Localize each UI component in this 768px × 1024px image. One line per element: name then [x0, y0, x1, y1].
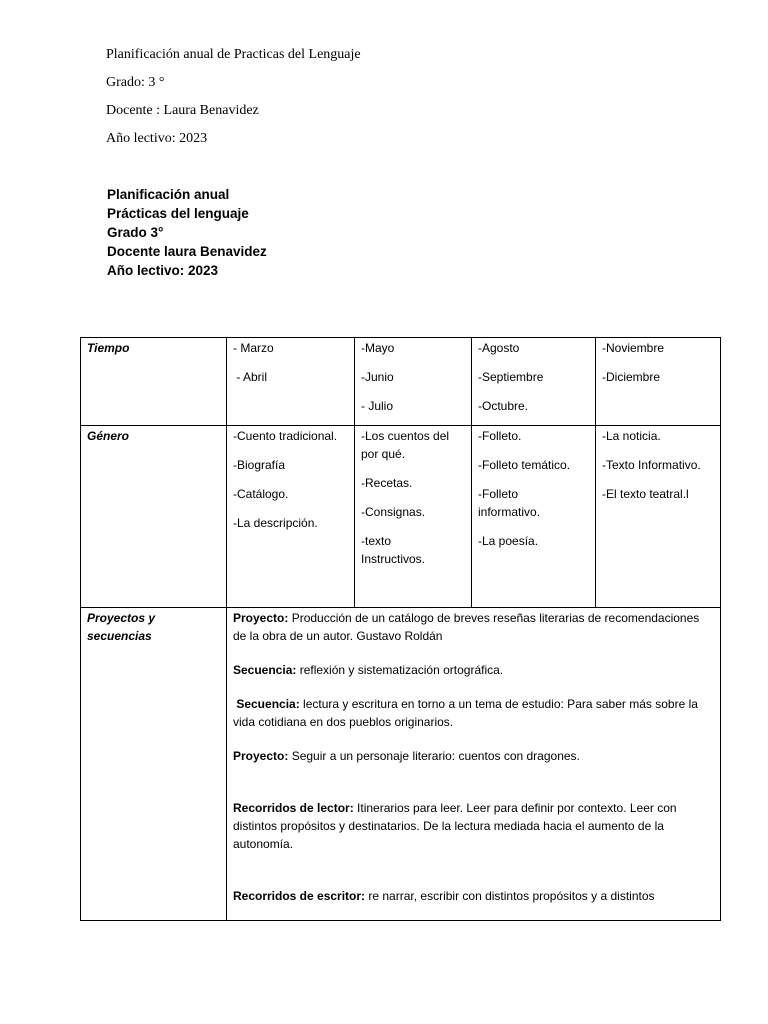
project-item — [233, 887, 714, 905]
cell-line: -Junio — [361, 370, 394, 384]
bold-subject: Prácticas del lenguaje — [107, 206, 249, 221]
table-cell — [227, 338, 355, 426]
table-cell — [355, 426, 472, 608]
cell-line: -La noticia. — [602, 429, 661, 443]
table-cell — [472, 338, 596, 426]
cell-line: -Texto Informativo. — [602, 458, 701, 472]
header-line-year: Año lectivo: 2023 — [106, 131, 208, 146]
cell-line: - Abril — [233, 370, 268, 384]
cell-line: -Septiembre — [478, 370, 544, 384]
cell-line: -Los cuentos del por qué. — [361, 429, 450, 461]
bold-grade: Grado 3° — [107, 225, 164, 240]
header-line-teacher: Docente : Laura Benavidez — [106, 103, 259, 118]
cell-line: -Folleto informativo. — [478, 487, 541, 519]
projects-cell — [227, 608, 721, 921]
table-cell — [596, 338, 721, 426]
project-item — [233, 661, 714, 679]
project-item — [233, 799, 714, 853]
cell-line: -Folleto. — [478, 429, 522, 443]
item-text: Producción de un catálogo de breves reseñas literarias de recomendaciones de la obra de un autor. Gustavo Roldán — [233, 611, 700, 643]
table-row-genero — [81, 426, 721, 608]
item-label: Recorridos de escritor: — [233, 889, 366, 903]
row-header-proyectos: Proyectos y secuencias — [81, 608, 227, 921]
cell-line: -Catálogo. — [233, 487, 289, 501]
cell-line: -Diciembre — [602, 370, 661, 384]
table-cell — [227, 426, 355, 608]
cell-line: -El texto teatral.l — [602, 487, 689, 501]
table-cell — [596, 426, 721, 608]
cell-line: -Recetas. — [361, 476, 413, 490]
cell-line: -Biografía — [233, 458, 286, 472]
project-item — [233, 609, 714, 645]
header-line-grade: Grado: 3 ° — [106, 75, 165, 90]
bold-title: Planificación anual — [107, 187, 230, 202]
cell-line: -Mayo — [361, 341, 395, 355]
project-item — [233, 695, 714, 731]
bold-teacher: Docente laura Benavidez — [107, 244, 267, 259]
item-text: reflexión y sistematización ortográfica. — [296, 663, 504, 677]
cell-line: -Noviembre — [602, 341, 665, 355]
cell-line: -La poesía. — [478, 534, 539, 548]
bold-summary-block — [107, 185, 267, 280]
cell-line: -Folleto temático. — [478, 458, 571, 472]
header-line-title: Planificación anual de Practicas del Lenguaje — [106, 47, 361, 62]
cell-line: -Cuento tradicional. — [233, 429, 338, 443]
item-label: Secuencia: — [233, 697, 300, 711]
row-header-tiempo: Tiempo — [81, 338, 227, 426]
cell-line: -texto Instructivos. — [361, 534, 426, 566]
bold-year: Año lectivo: 2023 — [107, 263, 219, 278]
planning-table — [80, 337, 721, 921]
table-row-proyectos — [81, 608, 721, 921]
project-item — [233, 747, 714, 765]
cell-line: -Octubre. — [478, 399, 529, 413]
item-label: Recorridos de lector: — [233, 801, 354, 815]
item-label: Proyecto: — [233, 611, 289, 625]
cell-line: - Julio — [361, 399, 394, 413]
item-text: Itinerarios para leer. Leer para definir por contexto. Leer con distintos propósitos y destinatarios. De la lectura mediada hacia el aumento de la autonomía. — [233, 801, 677, 851]
row-header-genero: Género — [81, 426, 227, 608]
table-cell — [472, 426, 596, 608]
table-row-tiempo — [81, 338, 721, 426]
cell-line: -Agosto — [478, 341, 520, 355]
cell-line: -La descripción. — [233, 516, 318, 530]
item-text: lectura y escritura en torno a un tema de estudio: Para saber más sobre la vida cotidiana en dos pueblos originarios. — [233, 697, 698, 729]
item-text: Seguir a un personaje literario: cuentos con dragones. — [288, 749, 580, 763]
cell-line: - Marzo — [233, 341, 274, 355]
item-text: re narrar, escribir con distintos propósitos y a distintos — [365, 889, 655, 903]
table-cell — [355, 338, 472, 426]
item-label: Proyecto: — [233, 749, 289, 763]
item-label: Secuencia: — [233, 663, 297, 677]
cell-line: -Consignas. — [361, 505, 426, 519]
